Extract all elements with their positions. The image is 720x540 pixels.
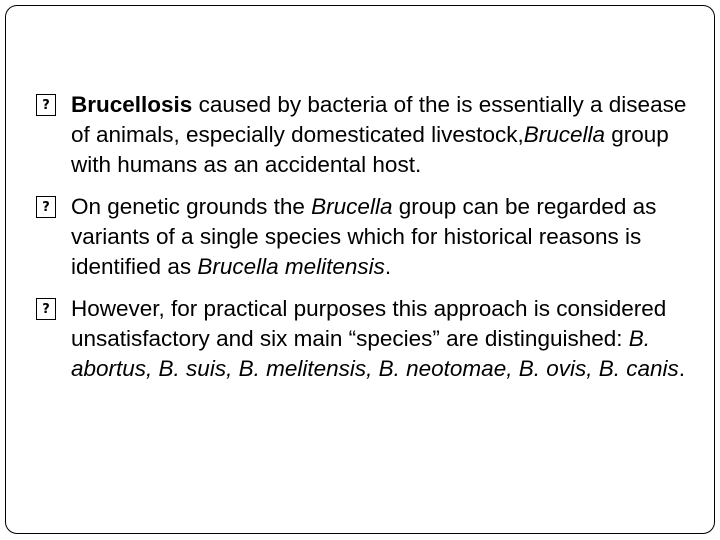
bullet-paragraph-1 [36,90,696,180]
bullet-paragraph-2 [36,192,696,282]
bullet-placeholder-icon: ? [36,298,56,320]
text-run: group can be regarded as variants of a single species which for historical reasons is identified as [71,194,657,279]
text-run: However, for practical purposes this approach is considered unsatisfactory and six main “species” are distinguished: [71,296,667,351]
text-run: group with humans as an accidental host. [71,122,669,177]
bullet-placeholder-icon: ? [36,196,56,218]
bullet-placeholder-icon: ? [36,94,56,116]
text-run: On genetic grounds the [71,194,312,219]
bullet-paragraph-3 [36,294,696,384]
term-brucellosis: Brucellosis [71,92,193,117]
italic-species-list: B. abortus, B. suis, B. melitensis, B. neotomae, B. ovis, B. canis [71,326,679,381]
slide-frame [5,5,715,534]
italic-brucella-melitensis: Brucella melitensis [197,254,385,279]
text-run: caused by bacteria of the is essentially a disease of animals, especially domesticated livestock, [71,92,687,147]
italic-brucella: Brucella [523,122,605,147]
italic-brucella: Brucella [311,194,393,219]
slide-body [36,90,696,396]
text-run: . [678,356,686,381]
text-run: . [384,254,392,279]
